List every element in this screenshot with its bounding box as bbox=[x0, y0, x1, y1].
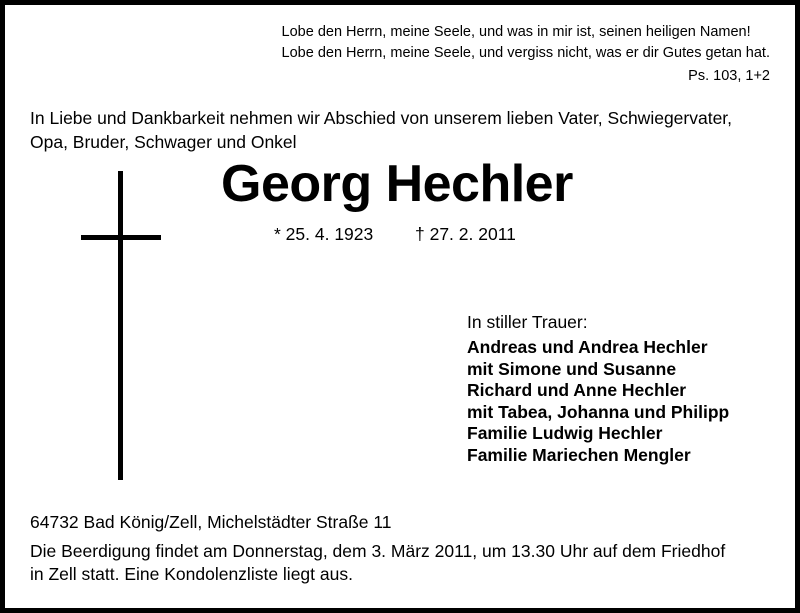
cross-vertical-bar bbox=[118, 171, 123, 480]
death-date: † 27. 2. 2011 bbox=[415, 224, 516, 244]
mourner-line: mit Simone und Susanne bbox=[467, 358, 677, 379]
intro-text bbox=[30, 106, 732, 154]
verse-line: Lobe den Herrn, meine Seele, und vergiss nicht, was er dir Gutes getan hat. bbox=[281, 45, 770, 61]
cross-horizontal-bar bbox=[81, 235, 161, 240]
funeral-line: in Zell statt. Eine Kondolenzliste liegt aus. bbox=[30, 564, 353, 584]
mourner-line: Andreas und Andrea Hechler bbox=[467, 337, 708, 357]
mourner-line: Familie Ludwig Hechler bbox=[467, 423, 663, 443]
birth-date: * 25. 4. 1923 bbox=[274, 224, 374, 244]
family-address: 64732 Bad König/Zell, Michelstädter Straße 11 bbox=[30, 512, 392, 532]
mourners-list bbox=[467, 337, 729, 466]
funeral-notice bbox=[30, 540, 725, 586]
intro-line: In Liebe und Dankbarkeit nehmen wir Abschied von unserem lieben Vater, Schwiegervater, bbox=[30, 108, 733, 128]
mourner-line: Richard und Anne Hechler bbox=[467, 380, 687, 400]
funeral-line: Die Beerdigung findet am Donnerstag, dem 3. März 2011, um 13.30 Uhr auf dem Friedhof bbox=[30, 541, 726, 561]
deceased-name: Georg Hechler bbox=[221, 155, 573, 213]
verse-line: Lobe den Herrn, meine Seele, und was in mir ist, seinen heiligen Namen! bbox=[281, 24, 751, 40]
bible-verse bbox=[282, 22, 770, 64]
verse-reference: Ps. 103, 1+2 bbox=[688, 68, 770, 84]
mourner-line: mit Tabea, Johanna und Philipp bbox=[467, 401, 730, 422]
mourner-line: Familie Mariechen Mengler bbox=[467, 444, 691, 465]
mourners-title: In stiller Trauer: bbox=[467, 312, 588, 332]
intro-line: Opa, Bruder, Schwager und Onkel bbox=[30, 132, 297, 152]
